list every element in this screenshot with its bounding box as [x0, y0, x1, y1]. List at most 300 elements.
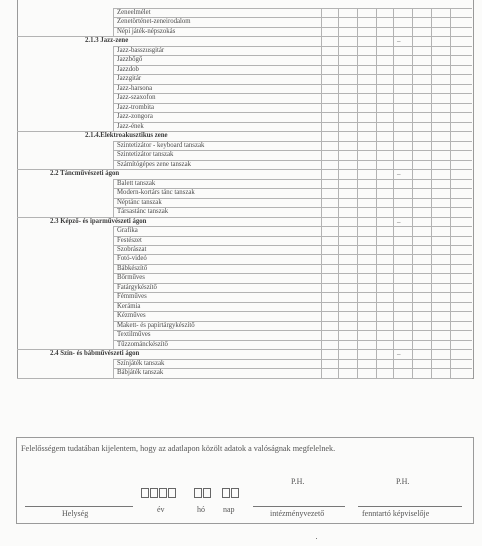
value-column-divider [431, 150, 432, 159]
value-column-divider [321, 169, 322, 178]
row-label: Néptánc tanszak [117, 198, 162, 206]
value-column-divider [431, 74, 432, 83]
value-column-divider [393, 36, 394, 45]
value-column-divider [338, 302, 339, 311]
row-separator [113, 55, 472, 56]
value-column-divider [338, 112, 339, 121]
label-divider [113, 93, 114, 102]
value-column-divider [321, 283, 322, 292]
year-digit-4[interactable] [168, 488, 176, 498]
value-column-divider [376, 169, 377, 178]
value-column-divider [412, 340, 413, 349]
value-column-divider [450, 46, 451, 55]
value-column-divider [338, 226, 339, 235]
row-separator [113, 74, 472, 75]
value-column-divider [338, 188, 339, 197]
value-column-divider [412, 8, 413, 17]
label-divider [113, 17, 114, 26]
value-column-divider [357, 179, 358, 188]
value-column-divider [321, 27, 322, 36]
value-column-divider [321, 103, 322, 112]
value-column-divider [321, 359, 322, 368]
value-column-divider [376, 131, 377, 140]
value-column-divider [321, 302, 322, 311]
value-column-divider [338, 179, 339, 188]
value-column-divider [376, 283, 377, 292]
value-column-divider [412, 311, 413, 320]
value-column-divider [431, 311, 432, 320]
value-column-divider [393, 84, 394, 93]
day-digit-1[interactable] [222, 488, 230, 498]
row-separator [113, 65, 472, 66]
value-column-divider [321, 122, 322, 131]
value-column-divider [450, 188, 451, 197]
value-column-divider [357, 340, 358, 349]
value-column-divider [321, 55, 322, 64]
value-column-divider [450, 122, 451, 131]
value-column-divider [357, 160, 358, 169]
value-column-divider [338, 46, 339, 55]
value-column-divider [376, 340, 377, 349]
value-column-divider [412, 198, 413, 207]
value-column-divider [376, 226, 377, 235]
value-column-divider [431, 254, 432, 263]
value-column-divider [431, 112, 432, 121]
row-label: Fémműves [117, 293, 147, 301]
value-column-divider [450, 273, 451, 282]
value-column-divider [393, 226, 394, 235]
label-divider [113, 122, 114, 131]
label-divider [113, 65, 114, 74]
value-column-divider [376, 273, 377, 282]
label-divider [113, 254, 114, 263]
value-column-divider [321, 65, 322, 74]
value-column-divider [412, 160, 413, 169]
value-column-divider [338, 65, 339, 74]
value-column-divider [393, 93, 394, 102]
value-column-divider [357, 302, 358, 311]
label-divider [113, 150, 114, 159]
value-column-divider [393, 55, 394, 64]
value-column-divider [450, 55, 451, 64]
value-column-divider [412, 236, 413, 245]
value-column-divider [393, 65, 394, 74]
stamp-label-institution: P.H. [291, 477, 305, 486]
section-dash-mark: – [397, 350, 401, 359]
value-column-divider [450, 226, 451, 235]
value-column-divider [393, 321, 394, 330]
value-column-divider [431, 93, 432, 102]
value-column-divider [431, 169, 432, 178]
row-label: Jazz-trombita [117, 103, 154, 111]
value-column-divider [376, 217, 377, 226]
value-column-divider [412, 169, 413, 178]
value-column-divider [357, 217, 358, 226]
section-dash-mark: – [397, 217, 401, 226]
value-column-divider [376, 292, 377, 301]
row-separator [113, 254, 472, 255]
value-column-divider [450, 160, 451, 169]
value-column-divider [321, 340, 322, 349]
value-column-divider [376, 330, 377, 339]
value-column-divider [357, 283, 358, 292]
year-digit-3[interactable] [159, 488, 167, 498]
value-column-divider [412, 264, 413, 273]
row-separator [113, 368, 472, 369]
value-column-divider [393, 217, 394, 226]
value-column-divider [357, 207, 358, 216]
value-column-divider [393, 236, 394, 245]
row-separator [113, 198, 472, 199]
value-column-divider [431, 264, 432, 273]
value-column-divider [393, 264, 394, 273]
value-column-divider [357, 198, 358, 207]
value-column-divider [412, 93, 413, 102]
value-column-divider [431, 188, 432, 197]
row-separator [113, 302, 472, 303]
value-column-divider [412, 131, 413, 140]
value-column-divider [450, 198, 451, 207]
value-column-divider [431, 103, 432, 112]
row-label: Grafika [117, 227, 138, 235]
row-label: Társastánc tanszak [117, 208, 169, 216]
value-column-divider [357, 226, 358, 235]
row-label: Színjáték tanszak [117, 359, 165, 367]
row-label: Számítógépes zene tanszak [117, 160, 191, 168]
row-label: Jazz-harsona [117, 84, 153, 92]
row-label: Fotó-videó [117, 255, 147, 263]
value-column-divider [357, 245, 358, 254]
value-column-divider [357, 27, 358, 36]
value-column-divider [376, 311, 377, 320]
value-column-divider [357, 273, 358, 282]
value-column-divider [376, 122, 377, 131]
value-column-divider [393, 131, 394, 140]
label-divider [113, 292, 114, 301]
label-divider [113, 46, 114, 55]
value-column-divider [376, 179, 377, 188]
value-column-divider [393, 245, 394, 254]
year-label: év [157, 505, 165, 514]
value-column-divider [321, 236, 322, 245]
row-label: Jazz-szaxofon [117, 94, 156, 102]
row-label: Festészet [117, 236, 142, 244]
label-divider [113, 283, 114, 292]
value-column-divider [431, 27, 432, 36]
value-column-divider [412, 273, 413, 282]
label-divider [113, 55, 114, 64]
value-column-divider [450, 141, 451, 150]
value-column-divider [393, 122, 394, 131]
value-column-divider [357, 131, 358, 140]
value-column-divider [412, 283, 413, 292]
value-column-divider [393, 330, 394, 339]
value-column-divider [338, 349, 339, 358]
value-column-divider [393, 141, 394, 150]
value-column-divider [376, 8, 377, 17]
value-column-divider [393, 368, 394, 377]
value-column-divider [357, 17, 358, 26]
row-label: Balett tanszak [117, 179, 156, 187]
value-column-divider [376, 236, 377, 245]
value-column-divider [321, 17, 322, 26]
value-column-divider [431, 273, 432, 282]
value-column-divider [450, 150, 451, 159]
row-label: Textilműves [117, 331, 151, 339]
value-column-divider [450, 359, 451, 368]
declaration-statement: Felelősségem tudatában kijelentem, hogy az adatlapon közölt adatok a valóságnak megfelelnek. [21, 444, 336, 453]
value-column-divider [431, 349, 432, 358]
value-column-divider [376, 349, 377, 358]
value-column-divider [338, 8, 339, 17]
value-column-divider [376, 46, 377, 55]
value-column-divider [393, 179, 394, 188]
row-separator [113, 273, 472, 274]
value-column-divider [376, 141, 377, 150]
month-digit-2[interactable] [203, 488, 211, 498]
value-column-divider [412, 179, 413, 188]
head-signature-label: intézményvezető [270, 509, 325, 518]
value-column-divider [431, 36, 432, 45]
value-column-divider [450, 254, 451, 263]
label-divider [113, 236, 114, 245]
value-column-divider [431, 141, 432, 150]
row-label: Tűzzománckészítő [117, 340, 168, 348]
value-column-divider [450, 207, 451, 216]
value-column-divider [357, 359, 358, 368]
value-column-divider [321, 226, 322, 235]
value-column-divider [338, 330, 339, 339]
value-column-divider [338, 198, 339, 207]
value-column-divider [431, 55, 432, 64]
value-column-divider [412, 36, 413, 45]
row-separator [113, 236, 472, 237]
value-column-divider [450, 368, 451, 377]
value-column-divider [431, 217, 432, 226]
value-column-divider [338, 254, 339, 263]
row-label: Jazzdob [117, 65, 139, 73]
value-column-divider [431, 131, 432, 140]
value-column-divider [376, 17, 377, 26]
row-label: Bábjáték tanszak [117, 369, 164, 377]
value-column-divider [393, 46, 394, 55]
row-separator [113, 103, 472, 104]
row-label: Jazz-ének [117, 122, 144, 130]
value-column-divider [412, 150, 413, 159]
label-divider [113, 141, 114, 150]
label-divider [113, 84, 114, 93]
row-label: Zeneelmélet [117, 9, 151, 16]
value-column-divider [321, 330, 322, 339]
value-column-divider [321, 207, 322, 216]
value-column-divider [321, 112, 322, 121]
row-label: Jazz-zongora [117, 113, 153, 121]
day-digit-2[interactable] [231, 488, 239, 498]
row-separator [113, 264, 472, 265]
value-column-divider [431, 226, 432, 235]
value-column-divider [376, 198, 377, 207]
value-column-divider [376, 359, 377, 368]
value-column-divider [321, 368, 322, 377]
value-column-divider [412, 188, 413, 197]
stamp-label-maintainer: P.H. [396, 477, 410, 486]
label-divider [113, 8, 114, 17]
row-label: Fatárgykészítő [117, 283, 157, 291]
value-column-divider [376, 36, 377, 45]
value-column-divider [376, 103, 377, 112]
value-column-divider [338, 321, 339, 330]
value-column-divider [321, 84, 322, 93]
value-column-divider [412, 359, 413, 368]
value-column-divider [450, 264, 451, 273]
section-heading: 2.1.3 Jazz-zene [85, 37, 129, 45]
value-column-divider [450, 217, 451, 226]
value-column-divider [376, 207, 377, 216]
label-divider [113, 368, 114, 377]
value-column-divider [431, 198, 432, 207]
value-column-divider [357, 8, 358, 17]
value-column-divider [357, 311, 358, 320]
value-column-divider [338, 236, 339, 245]
month-digit-1[interactable] [194, 488, 202, 498]
value-column-divider [431, 283, 432, 292]
value-column-divider [321, 321, 322, 330]
label-divider [113, 302, 114, 311]
value-column-divider [357, 122, 358, 131]
value-column-divider [376, 93, 377, 102]
month-label: hó [197, 505, 205, 514]
value-column-divider [431, 207, 432, 216]
value-column-divider [412, 46, 413, 55]
value-column-divider [393, 254, 394, 263]
value-column-divider [338, 264, 339, 273]
value-column-divider [450, 36, 451, 45]
value-column-divider [393, 74, 394, 83]
value-column-divider [338, 36, 339, 45]
value-column-divider [450, 74, 451, 83]
value-column-divider [450, 321, 451, 330]
value-column-divider [412, 217, 413, 226]
value-column-divider [431, 17, 432, 26]
value-column-divider [338, 359, 339, 368]
label-divider [113, 188, 114, 197]
row-separator [113, 84, 472, 85]
value-column-divider [376, 302, 377, 311]
value-column-divider [412, 103, 413, 112]
label-divider [113, 226, 114, 235]
value-column-divider [450, 330, 451, 339]
value-column-divider [450, 169, 451, 178]
place-label: Helység [62, 509, 89, 518]
value-column-divider [357, 254, 358, 263]
label-divider [113, 264, 114, 273]
page-speck [316, 538, 317, 539]
value-column-divider [376, 264, 377, 273]
row-label: Bábkészítő [117, 264, 148, 272]
row-label: Szintetizátor - keyboard tanszak [117, 141, 205, 149]
value-column-divider [338, 207, 339, 216]
row-label: Kézműves [117, 312, 146, 320]
row-label: Jazz-basszusgitár [117, 46, 165, 54]
label-divider [113, 179, 114, 188]
statistics-table [17, 0, 474, 379]
section-dash-mark: – [397, 37, 401, 46]
value-column-divider [412, 84, 413, 93]
value-column-divider [338, 55, 339, 64]
value-column-divider [431, 321, 432, 330]
year-digit-1[interactable] [141, 488, 149, 498]
value-column-divider [338, 74, 339, 83]
value-column-divider [431, 8, 432, 17]
row-separator [113, 112, 472, 113]
row-label: Szobrászat [117, 246, 147, 253]
row-label: Szintetizátor tanszak [117, 151, 174, 159]
value-column-divider [450, 302, 451, 311]
value-column-divider [393, 283, 394, 292]
label-divider [113, 311, 114, 320]
value-column-divider [431, 330, 432, 339]
value-column-divider [393, 169, 394, 178]
row-separator [113, 245, 472, 246]
value-column-divider [450, 349, 451, 358]
value-column-divider [357, 169, 358, 178]
value-column-divider [431, 340, 432, 349]
year-digit-2[interactable] [150, 488, 158, 498]
value-column-divider [431, 236, 432, 245]
label-divider [113, 160, 114, 169]
value-column-divider [393, 340, 394, 349]
row-separator [113, 330, 472, 331]
value-column-divider [412, 302, 413, 311]
value-column-divider [412, 368, 413, 377]
value-column-divider [321, 198, 322, 207]
value-column-divider [376, 245, 377, 254]
value-column-divider [393, 273, 394, 282]
value-column-divider [321, 160, 322, 169]
value-column-divider [412, 65, 413, 74]
value-column-divider [450, 65, 451, 74]
maintainer-signature-label: fenntartó képviselője [362, 509, 430, 518]
row-label: Népi játék-népszokás [117, 27, 176, 35]
value-column-divider [376, 55, 377, 64]
value-column-divider [431, 160, 432, 169]
value-column-divider [393, 112, 394, 121]
value-column-divider [450, 27, 451, 36]
value-column-divider [321, 179, 322, 188]
value-column-divider [431, 368, 432, 377]
value-column-divider [393, 160, 394, 169]
value-column-divider [321, 264, 322, 273]
value-column-divider [376, 254, 377, 263]
value-column-divider [393, 150, 394, 159]
row-separator [113, 8, 472, 9]
value-column-divider [321, 93, 322, 102]
value-column-divider [450, 93, 451, 102]
value-column-divider [357, 74, 358, 83]
row-label: Modern-kortárs tánc tanszak [117, 189, 195, 197]
value-column-divider [431, 179, 432, 188]
value-column-divider [376, 65, 377, 74]
value-column-divider [338, 340, 339, 349]
value-column-divider [450, 340, 451, 349]
value-column-divider [338, 368, 339, 377]
value-column-divider [412, 254, 413, 263]
value-column-divider [338, 122, 339, 131]
value-column-divider [376, 84, 377, 93]
value-column-divider [412, 245, 413, 254]
value-column-divider [376, 27, 377, 36]
value-column-divider [450, 17, 451, 26]
